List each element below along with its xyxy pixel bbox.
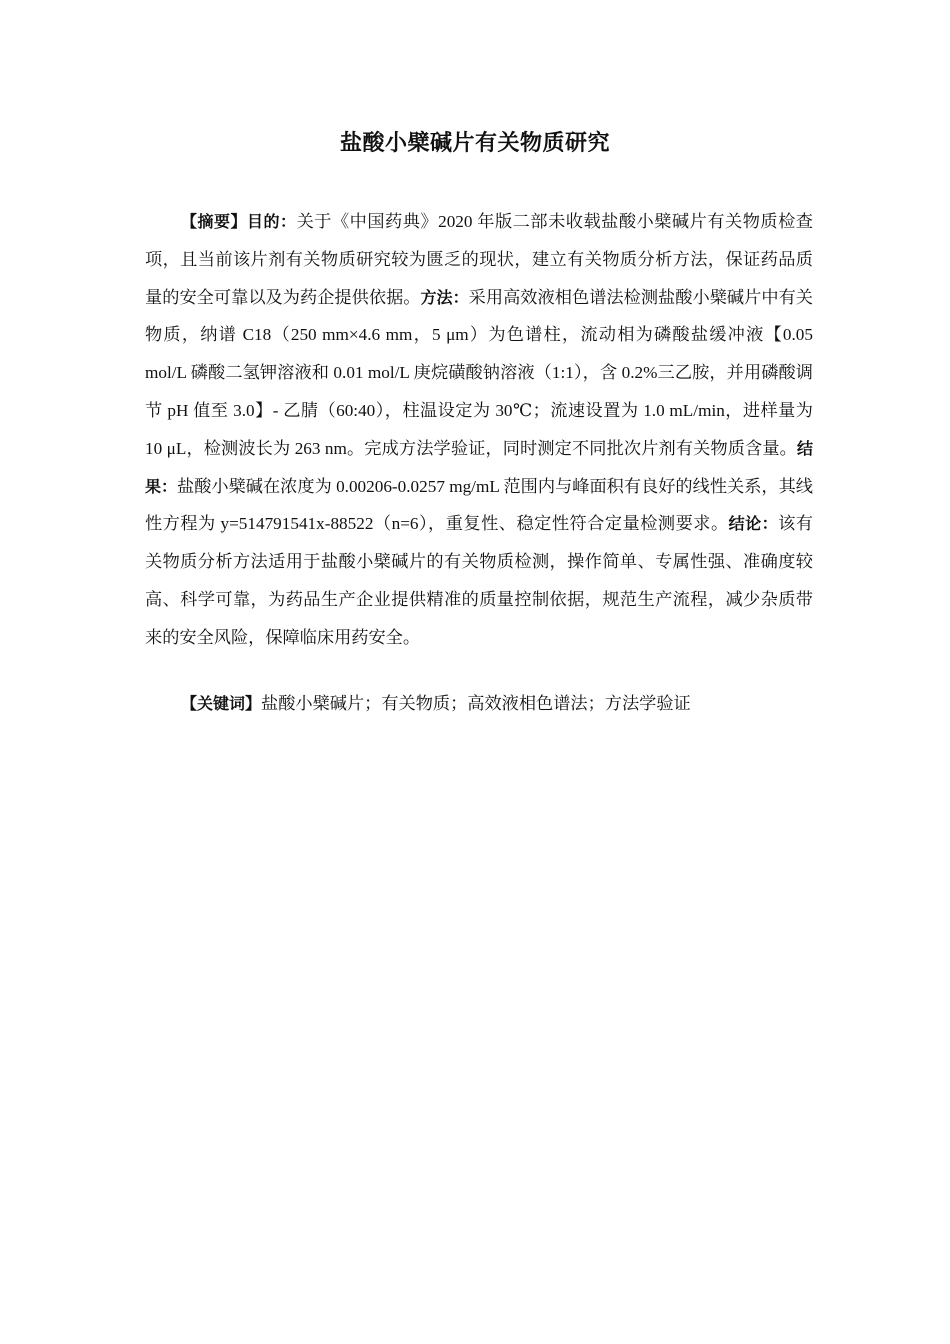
method-text: 采用高效液相色谱法检测盐酸小檗碱片中有关物质，纳谱 C18（250 mm×4.6 mm，5 μm）为色谱柱，流动相为磷酸盐缓冲液【0.05 mol/L 磷酸二氢钾溶液和 0.01 mol/L 庚烷磺酸钠溶液（1:1），含 0.2%三乙胺，并用磷酸调节 pH 值至 3.0】- 乙腈（60:40），柱温设定为 30℃；流速设置为 1.0 mL/min，进样量为 10 μL，检测波长为 263 nm。完成方法学验证，同时测定不同批次片剂有关物质含量。 (145, 287, 813, 458)
paper-title: 盐酸小檗碱片有关物质研究 (339, 131, 610, 156)
conclusion-label: 结论： (728, 514, 779, 534)
keywords-label: 【关键词】 (181, 694, 262, 713)
objective-label: 目的： (247, 212, 297, 231)
objective-text: 关于《中国药典》2020 年版二部未收载盐酸小檗碱片有关物质检查项，且当前该片剂有关物质研究较为匮乏的现状，建立有关物质分析方法，保证药品质量的安全可靠以及为药企提供依据。 (145, 212, 813, 307)
result-text: 盐酸小檗碱在浓度为 0.00206-0.0257 mg/mL 范围内与峰面积有良好的线性关系，其线性方程为 y=514791541x-88522（n=6），重复性、稳定性符合定量检测要求。 (145, 476, 813, 534)
method-label: 方法： (420, 287, 469, 307)
keywords-text: 盐酸小檗碱片；有关物质；高效液相色谱法；方法学验证 (261, 694, 691, 713)
conclusion-text: 该有关物质分析方法适用于盐酸小檗碱片的有关物质检测，操作简单、专属性强、准确度较高、科学可靠，为药品生产企业提供精准的质量控制依据，规范生产流程，减少杂质带来的安全风险，保障临床用药安全。 (145, 514, 813, 647)
result-label: 结果： (145, 438, 813, 496)
abstract-label: 【摘要】 (181, 212, 248, 231)
abstract-paragraph (145, 203, 813, 657)
keywords-paragraph (145, 685, 813, 723)
